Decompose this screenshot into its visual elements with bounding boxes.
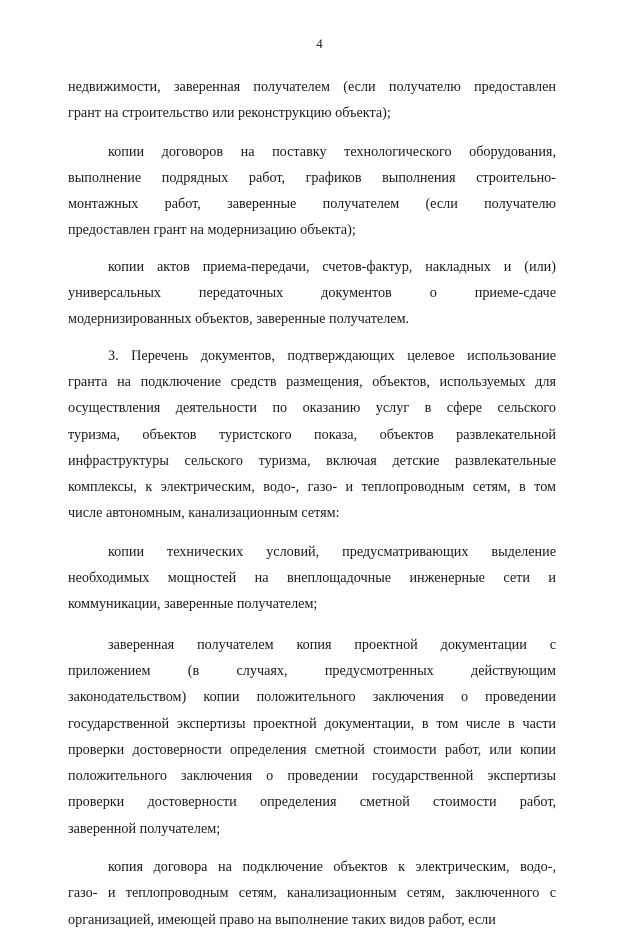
text-line: газо- и теплопроводным сетям, канализационным сетям, заключенного с [68,885,556,902]
text-line: выполнение подрядных работ, графиков выполнения строительно- [68,169,556,186]
text-line: необходимых мощностей на внеплощадочные инженерные сети и [68,570,556,587]
document-body [68,64,556,933]
text-line: копия договора на подключение объектов к электрическим, водо-, [108,859,556,876]
text-line: универсальных передаточных документов о приеме-сдаче [68,285,556,302]
text-line: 3. Перечень документов, подтверждающих целевое использование [108,347,556,364]
text-line: комплексы, к электрическим, водо-, газо- и теплопроводным сетям, в том [68,479,556,496]
text-line: приложением (в случаях, предусмотренных действующим [68,662,556,679]
text-line: заверенной получателем; [68,820,221,837]
paragraph [68,632,556,842]
text-line: числе автономным, канализационным сетям: [68,505,340,522]
text-line: копии договоров на поставку технологического оборудования, [108,143,556,160]
text-line: модернизированных объектов, заверенные получателем. [68,311,410,328]
text-line: осуществления деятельности по оказанию услуг в сфере сельского [68,400,556,417]
text-line: государственной экспертизы проектной документации, в том числе в части [68,715,556,732]
text-line: копии актов приема-передачи, счетов-фактур, накладных и (или) [108,258,556,275]
paragraph [68,539,556,618]
text-line: проверки достоверности определения сметной стоимости работ, или копии [68,741,556,758]
text-line: заверенная получателем копия проектной документации с [108,636,556,653]
text-line: положительного заключения о проведении государственной экспертизы [68,768,556,785]
text-line: грант на строительство или реконструкцию объекта); [68,105,391,122]
text-line: организацией, имеющей право на выполнение таких видов работ, если [68,911,496,928]
paragraph [68,139,556,244]
text-line: недвижимости, заверенная получателем (если получателю предоставлен [68,79,556,95]
text-line: копии технических условий, предусматривающих выделение [108,543,556,560]
paragraph [68,854,556,933]
text-line: монтажных работ, заверенные получателем (если получателю [68,196,556,213]
text-line: проверки достоверности определения сметной стоимости работ, [68,794,556,811]
text-line: предоставлен грант на модернизацию объекта); [68,222,356,239]
paragraph [68,343,556,527]
text-line: инфраструктуры сельского туризма, включая детские развлекательные [68,452,556,469]
paragraph [68,74,556,127]
text-line: гранта на подключение средств размещения, объектов, используемых для [68,373,556,390]
text-line: туризма, объектов туристского показа, объектов развлекательной [68,426,556,443]
text-line: коммуникации, заверенные получателем; [68,596,318,613]
paragraph [68,254,556,333]
text-line: законодательством) копии положительного заключения о проведении [68,689,556,706]
page-number: 4 [316,36,323,51]
